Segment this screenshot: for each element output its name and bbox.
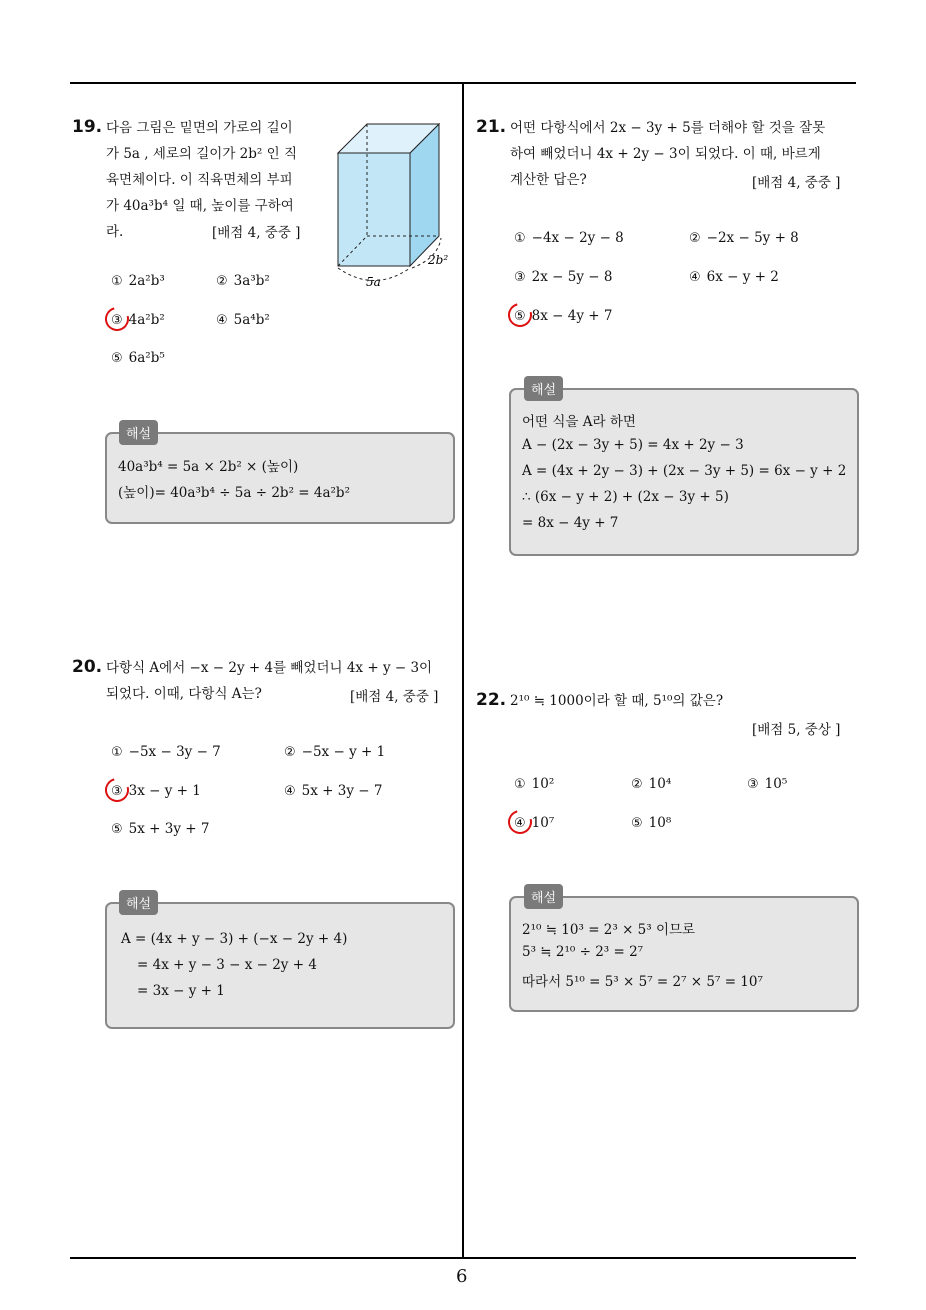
- answer-mark-circle: [101, 774, 134, 807]
- solution-tag: 해설: [119, 890, 158, 915]
- choice-1[interactable]: ① 10²: [514, 776, 555, 792]
- solution-line: 2¹⁰ ≒ 10³ = 2³ × 5³ 이므로: [522, 922, 696, 938]
- question-number: 21.: [476, 117, 507, 137]
- choice-2[interactable]: ② 3a³b²: [216, 273, 270, 289]
- solution-line: A = (4x + y − 3) + (−x − 2y + 4): [121, 931, 348, 947]
- choice-4[interactable]: ④ 5x + 3y − 7: [284, 783, 383, 799]
- solution-line: = 4x + y − 3 − x − 2y + 4: [137, 957, 317, 973]
- cuboid-front-face: [338, 153, 410, 266]
- figure-label-bottom: 5a: [366, 275, 381, 289]
- score-label: [배점 4, 중중 ]: [752, 175, 841, 191]
- choice-1[interactable]: ① −4x − 2y − 8: [514, 230, 624, 246]
- question-line: 다음 그림은 밑면의 가로의 길이: [106, 120, 293, 136]
- solution-line: 5³ ≒ 2¹⁰ ÷ 2³ = 2⁷: [522, 944, 644, 960]
- solution-tag: 해설: [524, 376, 563, 401]
- column-divider: [462, 83, 464, 1258]
- choice-4[interactable]: ④ 5a⁴b²: [216, 312, 270, 328]
- solution-line: A − (2x − 3y + 5) = 4x + 2y − 3: [522, 437, 744, 453]
- question-line: 2¹⁰ ≒ 1000이라 할 때, 5¹⁰의 값은?: [510, 693, 724, 709]
- choice-3[interactable]: ③ 2x − 5y − 8: [514, 269, 613, 285]
- choice-3[interactable]: ③ 3x − y + 1: [111, 783, 201, 799]
- solution-line: = 8x − 4y + 7: [522, 515, 619, 531]
- question-line: 계산한 답은?: [510, 172, 587, 188]
- solution-line: A = (4x + 2y − 3) + (2x − 3y + 5) = 6x − y + 2: [522, 463, 847, 479]
- question-line: 어떤 다항식에서 2x − 3y + 5를 더해야 할 것을 잘못: [510, 120, 826, 136]
- choice-5[interactable]: ⑤ 8x − 4y + 7: [514, 308, 613, 324]
- score-label: [배점 5, 중상 ]: [752, 722, 841, 738]
- choice-4[interactable]: ④ 10⁷: [514, 815, 555, 831]
- solution-line: ∴ (6x − y + 2) + (2x − 3y + 5): [522, 489, 729, 505]
- choice-5[interactable]: ⑤ 5x + 3y + 7: [111, 821, 210, 837]
- score-label: [배점 4, 중중 ]: [212, 225, 301, 241]
- question-number: 19.: [72, 117, 103, 137]
- choice-1[interactable]: ① 2a²b³: [111, 273, 165, 289]
- question-line: 가 40a³b⁴ 일 때, 높이를 구하여: [106, 198, 294, 214]
- choice-3[interactable]: ③ 4a²b²: [111, 312, 165, 328]
- solution-line: 어떤 식을 A라 하면: [522, 414, 636, 430]
- solution-line: 40a³b⁴ = 5a × 2b² × (높이): [118, 459, 299, 475]
- choice-4[interactable]: ④ 6x − y + 2: [689, 269, 779, 285]
- question-line: 가 5a , 세로의 길이가 2b² 인 직: [106, 146, 297, 162]
- choice-2[interactable]: ② 10⁴: [631, 776, 672, 792]
- answer-mark-circle: [504, 299, 537, 332]
- answer-mark-circle: [101, 303, 134, 336]
- score-label: [배점 4, 중중 ]: [350, 689, 439, 705]
- question-number: 22.: [476, 690, 507, 710]
- question-text: [510, 688, 723, 714]
- choice-2[interactable]: ② −5x − y + 1: [284, 744, 386, 760]
- choice-3[interactable]: ③ 10⁵: [747, 776, 788, 792]
- question-line: 되었다. 이때, 다항식 A는?: [106, 686, 262, 702]
- cuboid-figure: [330, 118, 455, 293]
- solution-line: 따라서 5¹⁰ = 5³ × 5⁷ = 2⁷ × 5⁷ = 10⁷: [522, 974, 763, 990]
- choice-2[interactable]: ② −2x − 5y + 8: [689, 230, 799, 246]
- question-number: 20.: [72, 657, 103, 677]
- page-number: 6: [456, 1266, 468, 1287]
- solution-tag: 해설: [524, 884, 563, 909]
- solution-tag: 해설: [119, 420, 158, 445]
- answer-mark-circle: [504, 806, 537, 839]
- question-line: 라.: [106, 224, 124, 240]
- choice-5[interactable]: ⑤ 10⁸: [631, 815, 672, 831]
- question-line: 육면체이다. 이 직육면체의 부피: [106, 172, 293, 188]
- choice-5[interactable]: ⑤ 6a²b⁵: [111, 350, 165, 366]
- choice-1[interactable]: ① −5x − 3y − 7: [111, 744, 221, 760]
- solution-line: (높이)= 40a³b⁴ ÷ 5a ÷ 2b² = 4a²b²: [118, 485, 350, 501]
- solution-line: = 3x − y + 1: [137, 983, 225, 999]
- solution-box: [105, 432, 455, 524]
- figure-label-side: 2b²: [428, 253, 449, 267]
- question-line: 다항식 A에서 −x − 2y + 4를 빼었더니 4x + y − 3이: [106, 660, 433, 676]
- question-line: 하여 빼었더니 4x + 2y − 3이 되었다. 이 때, 바르게: [510, 146, 821, 162]
